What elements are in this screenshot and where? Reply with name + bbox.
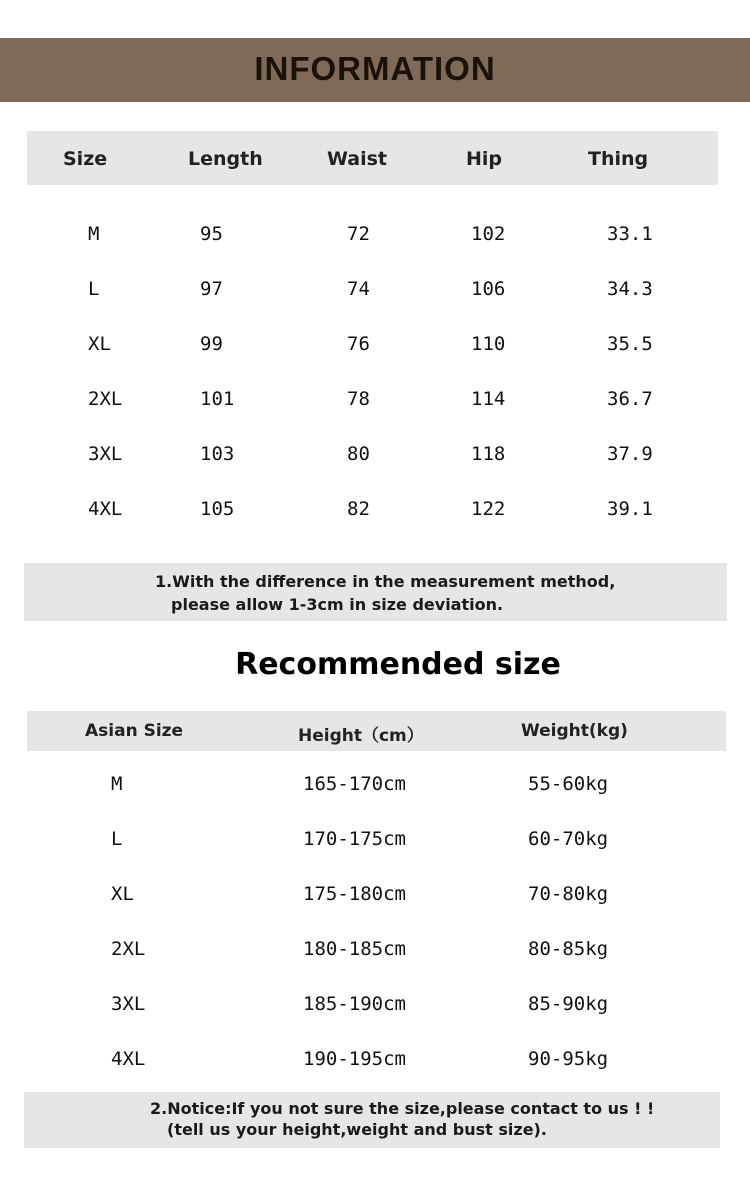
cell-weight: 85-90kg: [528, 993, 609, 1015]
cell-size: 4XL: [88, 498, 123, 520]
cell-waist: 82: [347, 498, 370, 520]
header-length: Length: [188, 148, 263, 170]
cell-asian-size: 2XL: [111, 938, 146, 960]
cell-height: 185-190cm: [303, 993, 406, 1015]
header-height: Height（cm）: [298, 726, 424, 746]
cell-asian-size: 4XL: [111, 1048, 146, 1070]
recommended-size-title: Recommended size: [235, 647, 561, 682]
notice-note: [24, 1092, 720, 1148]
cell-thing: 39.1: [607, 498, 653, 520]
information-banner: [0, 38, 750, 102]
header-weight: Weight(kg): [521, 721, 628, 741]
cell-waist: 76: [347, 333, 370, 355]
table-row: [0, 773, 750, 803]
cell-asian-size: L: [111, 828, 123, 850]
cell-size: XL: [88, 333, 111, 355]
cell-weight: 90-95kg: [528, 1048, 609, 1070]
cell-asian-size: XL: [111, 883, 134, 905]
banner-title: INFORMATION: [254, 50, 496, 87]
table-row: [0, 828, 750, 858]
cell-length: 95: [200, 223, 223, 245]
table-row: [0, 938, 750, 968]
note2-line2: (tell us your height,weight and bust size).: [167, 1120, 547, 1139]
cell-length: 105: [200, 498, 235, 520]
cell-height: 190-195cm: [303, 1048, 406, 1070]
note1-line1: 1.With the difference in the measurement method,: [155, 572, 616, 591]
cell-thing: 35.5: [607, 333, 653, 355]
recommended-table-header: [27, 711, 726, 751]
cell-thing: 33.1: [607, 223, 653, 245]
cell-hip: 110: [471, 333, 506, 355]
cell-thing: 34.3: [607, 278, 653, 300]
cell-size: M: [88, 223, 100, 245]
header-thing: Thing: [588, 148, 649, 170]
cell-weight: 60-70kg: [528, 828, 609, 850]
cell-length: 101: [200, 388, 235, 410]
cell-waist: 78: [347, 388, 370, 410]
cell-size: L: [88, 278, 100, 300]
table-row: [0, 333, 750, 363]
cell-thing: 37.9: [607, 443, 653, 465]
note1-line2: please allow 1-3cm in size deviation.: [171, 595, 504, 614]
cell-waist: 80: [347, 443, 370, 465]
size-table-header: [27, 131, 718, 185]
cell-weight: 55-60kg: [528, 773, 609, 795]
cell-height: 180-185cm: [303, 938, 406, 960]
header-waist: Waist: [327, 148, 388, 170]
cell-waist: 74: [347, 278, 370, 300]
cell-thing: 36.7: [607, 388, 653, 410]
table-row: [0, 388, 750, 418]
cell-asian-size: M: [111, 773, 123, 795]
cell-length: 99: [200, 333, 223, 355]
table-row: [0, 1048, 750, 1078]
header-hip: Hip: [466, 148, 503, 170]
table-row: [0, 993, 750, 1023]
measurement-note: [24, 563, 727, 621]
cell-waist: 72: [347, 223, 370, 245]
cell-asian-size: 3XL: [111, 993, 146, 1015]
note2-line1: 2.Notice:If you not sure the size,please contact to us ! !: [150, 1099, 655, 1118]
cell-hip: 118: [471, 443, 506, 465]
cell-length: 97: [200, 278, 223, 300]
header-asian-size: Asian Size: [85, 721, 184, 741]
cell-height: 165-170cm: [303, 773, 406, 795]
cell-height: 175-180cm: [303, 883, 406, 905]
table-row: [0, 223, 750, 253]
cell-height: 170-175cm: [303, 828, 406, 850]
cell-hip: 106: [471, 278, 506, 300]
table-row: [0, 278, 750, 308]
table-row: [0, 443, 750, 473]
cell-weight: 70-80kg: [528, 883, 609, 905]
cell-hip: 102: [471, 223, 506, 245]
header-size: Size: [63, 148, 108, 170]
cell-hip: 122: [471, 498, 506, 520]
cell-size: 2XL: [88, 388, 123, 410]
cell-weight: 80-85kg: [528, 938, 609, 960]
cell-length: 103: [200, 443, 235, 465]
cell-hip: 114: [471, 388, 506, 410]
table-row: [0, 498, 750, 528]
cell-size: 3XL: [88, 443, 123, 465]
table-row: [0, 883, 750, 913]
